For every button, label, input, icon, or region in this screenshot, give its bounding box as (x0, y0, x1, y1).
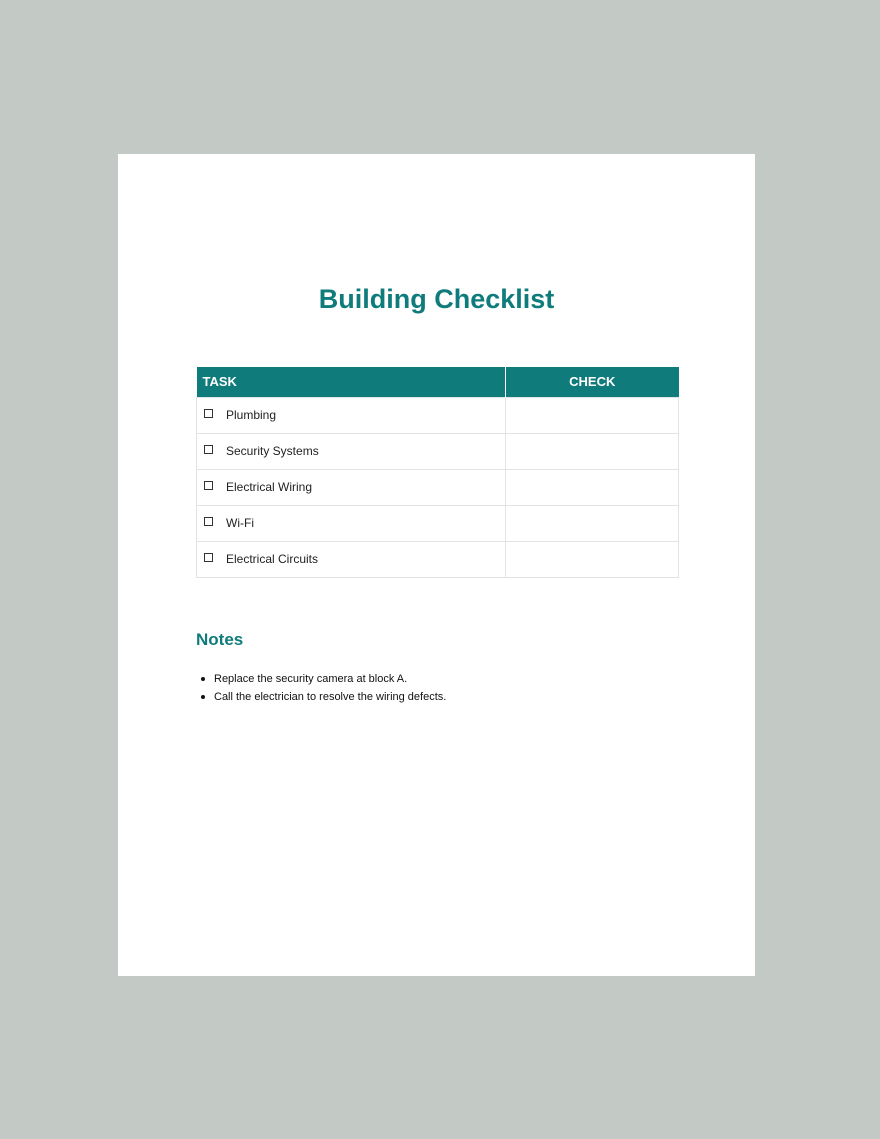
table-row (197, 541, 679, 577)
check-cell[interactable] (506, 397, 679, 433)
task-label: Plumbing (226, 408, 277, 422)
note-item: Call the electrician to resolve the wiring defects. (209, 688, 689, 706)
check-cell[interactable] (506, 505, 679, 541)
task-cell (197, 541, 506, 577)
table-row (197, 433, 679, 469)
document-page (118, 154, 755, 976)
task-label: Electrical Wiring (226, 480, 313, 494)
task-cell (197, 469, 506, 505)
page-title: Building Checklist (318, 284, 555, 314)
checkbox-icon[interactable] (204, 481, 213, 490)
task-cell (197, 505, 506, 541)
checkbox-icon[interactable] (204, 553, 213, 562)
task-label: Wi-Fi (226, 516, 254, 530)
task-column-header: TASK (197, 367, 506, 397)
task-cell (197, 397, 506, 433)
table-header-row (197, 367, 679, 397)
task-label: Security Systems (226, 444, 319, 458)
checkbox-icon[interactable] (204, 517, 213, 526)
note-item: Replace the security camera at block A. (209, 670, 689, 688)
table-row (197, 505, 679, 541)
checkbox-icon[interactable] (204, 445, 213, 454)
notes-heading: Notes (196, 630, 244, 649)
task-label: Electrical Circuits (226, 552, 319, 566)
table-row (197, 397, 679, 433)
notes-list (196, 670, 689, 706)
checklist-table (196, 367, 679, 578)
check-cell[interactable] (506, 433, 679, 469)
table-row (197, 469, 679, 505)
checkbox-icon[interactable] (204, 409, 213, 418)
check-cell[interactable] (506, 541, 679, 577)
task-cell (197, 433, 506, 469)
check-column-header: CHECK (506, 367, 679, 397)
check-cell[interactable] (506, 469, 679, 505)
